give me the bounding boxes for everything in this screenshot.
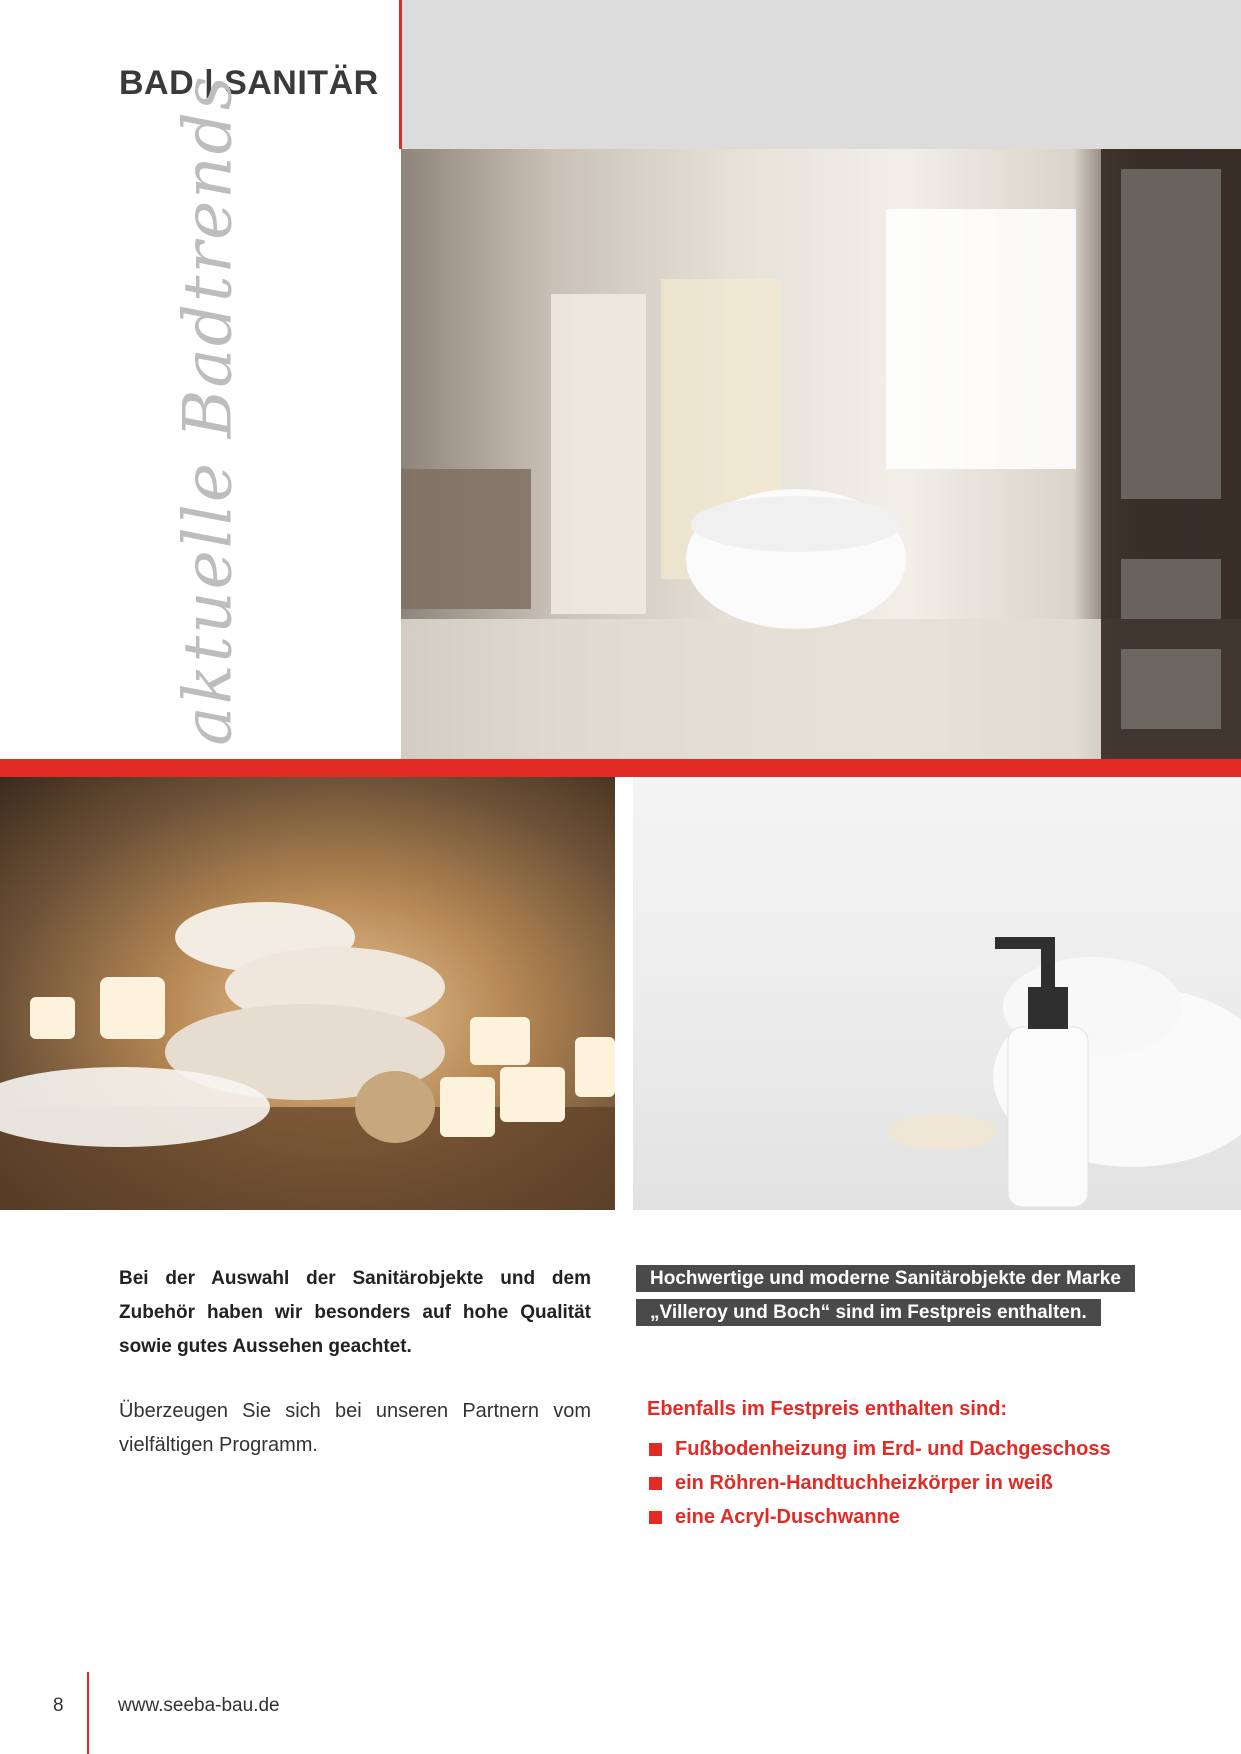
bathroom-illustration [401, 149, 1241, 759]
villeroy-boch-highlight [636, 1262, 1150, 1330]
footer-red-divider [87, 1672, 89, 1754]
highlight-text: Hochwertige und moderne Sanitärobjekte der Marke „Villeroy und Boch“ sind im Festpreis enthalten. [636, 1265, 1135, 1326]
list-item [647, 1466, 1111, 1500]
list-item [647, 1432, 1111, 1466]
intro-normal-paragraph: Überzeugen Sie sich bei unseren Partnern vom vielfältigen Programm. [119, 1400, 591, 1456]
page-number: 8 [53, 1695, 64, 1716]
bathroom-photo [401, 149, 1241, 759]
soap-dispenser-photo [633, 777, 1241, 1210]
page-title: BAD | SANITÄR [119, 64, 379, 102]
website-link[interactable]: www.seeba-bau.de [118, 1695, 280, 1716]
included-heading: Ebenfalls im Festpreis enthalten sind: [647, 1398, 1008, 1420]
square-bullet-icon [649, 1477, 662, 1490]
header-gray-band [401, 0, 1241, 149]
red-horizontal-bar [0, 759, 1241, 777]
candles-illustration [0, 777, 615, 1210]
square-bullet-icon [649, 1443, 662, 1456]
candles-towels-photo [0, 777, 615, 1210]
list-item-label: Fußbodenheizung im Erd- und Dachgeschoss [675, 1438, 1111, 1460]
list-item-label: eine Acryl-Duschwanne [675, 1506, 900, 1528]
square-bullet-icon [649, 1511, 662, 1524]
soap-illustration [633, 777, 1241, 1210]
list-item [647, 1500, 1111, 1534]
included-list [647, 1432, 1111, 1534]
intro-bold-paragraph: Bei der Auswahl der Sanitärobjekte und dem Zubehör haben wir besonders auf hohe Qualität sowie gutes Aussehen geachtet. [119, 1268, 591, 1357]
script-tagline-text: aktuelle Badtrends [169, 74, 247, 746]
header-red-divider [399, 0, 402, 149]
list-item-label: ein Röhren-Handtuchheizkörper in weiß [675, 1472, 1053, 1494]
